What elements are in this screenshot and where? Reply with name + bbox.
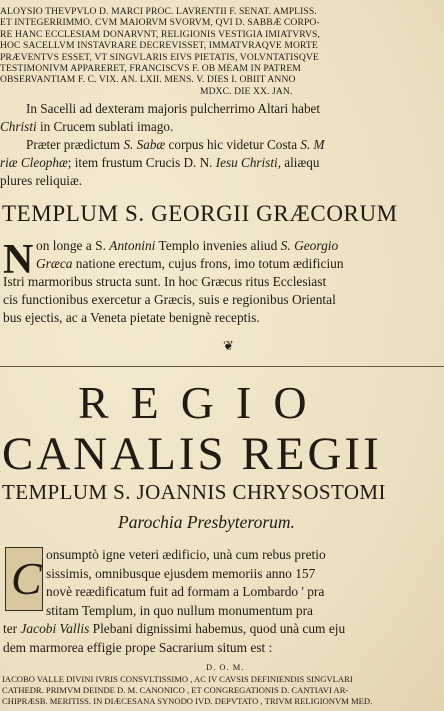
text-line: stitam Templum, in quo nullum monumentum pra xyxy=(46,602,313,618)
text-line: natione erectum, cujus frons, imo totum ædificiun xyxy=(72,256,344,271)
italic-word: S. Georgio xyxy=(280,238,339,253)
text-line: , aliæqu xyxy=(277,155,320,170)
heading-templum-georgii: TEMPLUM S. GEORGII GRÆCORUM xyxy=(2,201,398,226)
inscription-line: ET INTEGERRIMMO. CVM MAIORVM SVORVM, QVI D. SABBÆ CORPO- xyxy=(0,17,320,29)
inscription-line: MDXC. DIE XX. JAN. xyxy=(200,85,293,97)
inscription-bottom xyxy=(2,674,444,707)
heading-canalis-regii: CANALIS REGII xyxy=(2,428,382,480)
inscription-line: TESTIMONIVM APPARERET, FRANCISCVS F. OB MEAM IN PATREM xyxy=(0,62,301,74)
paragraph-chrysostomi xyxy=(0,546,444,657)
inscription-top xyxy=(0,6,444,97)
inscription-line: CATHEDR. PRIMVM DEINDE D. M. CANONICO , ET CONGREGATIONIS D. CANTIAVI AR- xyxy=(2,685,349,695)
italic-word: S. M xyxy=(300,137,325,152)
section-rule xyxy=(0,366,444,367)
text-line: ter xyxy=(3,621,21,636)
text-line: dem marmorea effigie prope Sacrarium situm est : xyxy=(3,639,273,655)
inscription-line: RE HANC ECCLESIAM DONARVNT, RELIGIONIS VESTIGIA IMIATVRVS, xyxy=(0,28,320,40)
inscription-line: OBSERVANTIAM F. C. VIX. AN. LXII. MENS. V. DIES I. OBIIT ANNO xyxy=(0,74,296,86)
inscription-line: ALOYSIO THEVPVLO D. MARCI PROC. LAVRENTII F. SENAT. AMPLISS. xyxy=(0,6,317,17)
text-line: novè reædificatum fuit ad formam a Lombardo ' pra xyxy=(46,584,325,599)
italic-word: riæ Cleophæ xyxy=(0,155,68,170)
drop-cap-n: N xyxy=(3,237,34,283)
heading-regio: REGIO xyxy=(78,377,329,428)
inscription-line: PRÆVENTVS ESSET, VT SINGVLARIS EIVS PIETATIS, VOLVNTATISQVE xyxy=(0,51,319,63)
italic-word: S. Sabæ xyxy=(123,137,166,152)
paragraph-sacellum xyxy=(0,100,444,190)
text-line: onsumptò igne veteri ædificio, unà cum rebus pretio xyxy=(46,547,326,562)
text-line: on longe a S. xyxy=(36,238,110,253)
text-line: sissimis, omnibusque ejusdem memoriis anno 157 xyxy=(46,565,316,581)
dom-inscription-head: D. O. M. xyxy=(206,662,245,672)
text-line: Præter prædictum xyxy=(26,137,124,152)
text-line: in Crucem sublati imago. xyxy=(36,119,174,134)
inscription-line: IACOBO VALLE DIVINI IVRIS CONSVLTISSIMO , AC IV CAVSIS DEFINIENDIS SINGVLARI xyxy=(2,674,353,684)
text-line: ; item frustum Crucis D. N. xyxy=(67,155,216,170)
drop-cap-letter: C xyxy=(11,553,42,604)
text-line: plures reliquiæ. xyxy=(0,173,83,188)
italic-word: Christi xyxy=(0,119,37,134)
italic-word: Antonini xyxy=(109,238,156,253)
text-line: corpus hic videtur Costa xyxy=(165,137,301,152)
text-line: Plebani dignissimi habemus, quod unà cum eju xyxy=(89,621,346,636)
paragraph-georgii xyxy=(0,237,444,327)
inscription-line: CHIPRÆSB. MERITISS. IN DIÆCESANA SYNODO IVD. DEPVTATO , TRIVM RELIGIONVM MED. xyxy=(2,696,373,706)
heading-templum-chrysostomi: TEMPLUM S. JOANNIS CHRYSOSTOMI xyxy=(2,480,386,504)
text-line: Templo invenies aliud xyxy=(155,238,281,253)
text-line: Istri marmoribus structa sunt. In hoc Græcus ritus Ecclesiast xyxy=(3,274,327,289)
italic-word: Græca xyxy=(36,256,73,271)
italic-word: Iesu Christi xyxy=(215,155,278,170)
heading-parochia: Parochia Presbyterorum. xyxy=(118,512,295,532)
fleuron-ornament: ❦ xyxy=(223,338,234,353)
text-line: cis functionibus exercetur a Græcis, suis e regionibus Oriental xyxy=(3,292,336,307)
text-line: In Sacelli ad dexteram majoris pulcherrimo Altari habet xyxy=(26,101,321,116)
italic-word: Jacobi Vallis xyxy=(20,621,90,636)
inscription-line: HOC SACELLVM INSTAVRARE DECREVISSET, IMMATVRAQVE MORTE xyxy=(0,40,318,52)
text-line: bus ejectis, ac a Veneta pietate benignè receptis. xyxy=(3,310,260,325)
